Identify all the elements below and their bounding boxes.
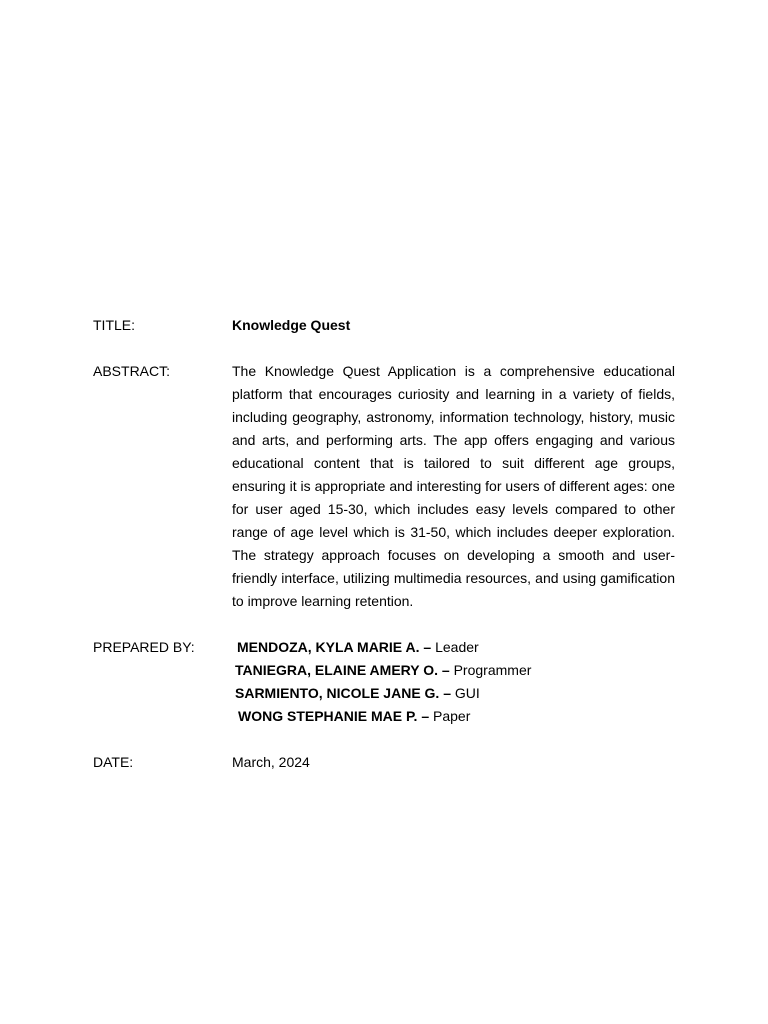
member-name: SARMIENTO, NICOLE JANE G. – bbox=[235, 685, 451, 701]
spacer bbox=[93, 613, 675, 636]
document-body bbox=[93, 314, 675, 774]
date-label: DATE: bbox=[93, 754, 134, 770]
date-row bbox=[93, 751, 675, 774]
member-role: Paper bbox=[433, 708, 471, 724]
member-name: TANIEGRA, ELAINE AMERY O. – bbox=[235, 662, 450, 678]
spacer bbox=[93, 728, 675, 751]
title-row bbox=[93, 314, 675, 337]
spacer bbox=[93, 337, 675, 360]
member-item bbox=[232, 705, 675, 728]
prepared-by-label: PREPARED BY: bbox=[93, 639, 195, 655]
member-name: MENDOZA, KYLA MARIE A. – bbox=[237, 639, 432, 655]
member-item bbox=[232, 682, 675, 705]
abstract-text: The Knowledge Quest Application is a comprehensive educational platform that encourages curiosity and learning in a variety of fields, including geography, astronomy, information technology, history, music and arts, and performing arts. The app offers engaging and various educational content that is tailored to suit different age groups, ensuring it is appropriate and interesting for users of different ages: one for user aged 15-30, which includes easy levels compared to other range of age level which is 31-50, which includes deeper exploration. The strategy approach focuses on developing a smooth and user-friendly interface, utilizing multimedia resources, and using gamification to improve learning retention. bbox=[232, 363, 675, 609]
member-item bbox=[232, 636, 675, 659]
abstract-label: ABSTRACT: bbox=[93, 363, 171, 379]
member-list bbox=[232, 636, 675, 728]
member-name: WONG STEPHANIE MAE P. – bbox=[238, 708, 430, 724]
member-role: Leader bbox=[435, 639, 479, 655]
title-value: Knowledge Quest bbox=[232, 317, 351, 333]
date-value: March, 2024 bbox=[232, 754, 310, 770]
title-label: TITLE: bbox=[93, 317, 136, 333]
member-role: GUI bbox=[454, 685, 480, 701]
prepared-by-row bbox=[93, 636, 675, 728]
member-item bbox=[232, 659, 675, 682]
member-role: Programmer bbox=[453, 662, 532, 678]
abstract-row bbox=[93, 360, 675, 613]
